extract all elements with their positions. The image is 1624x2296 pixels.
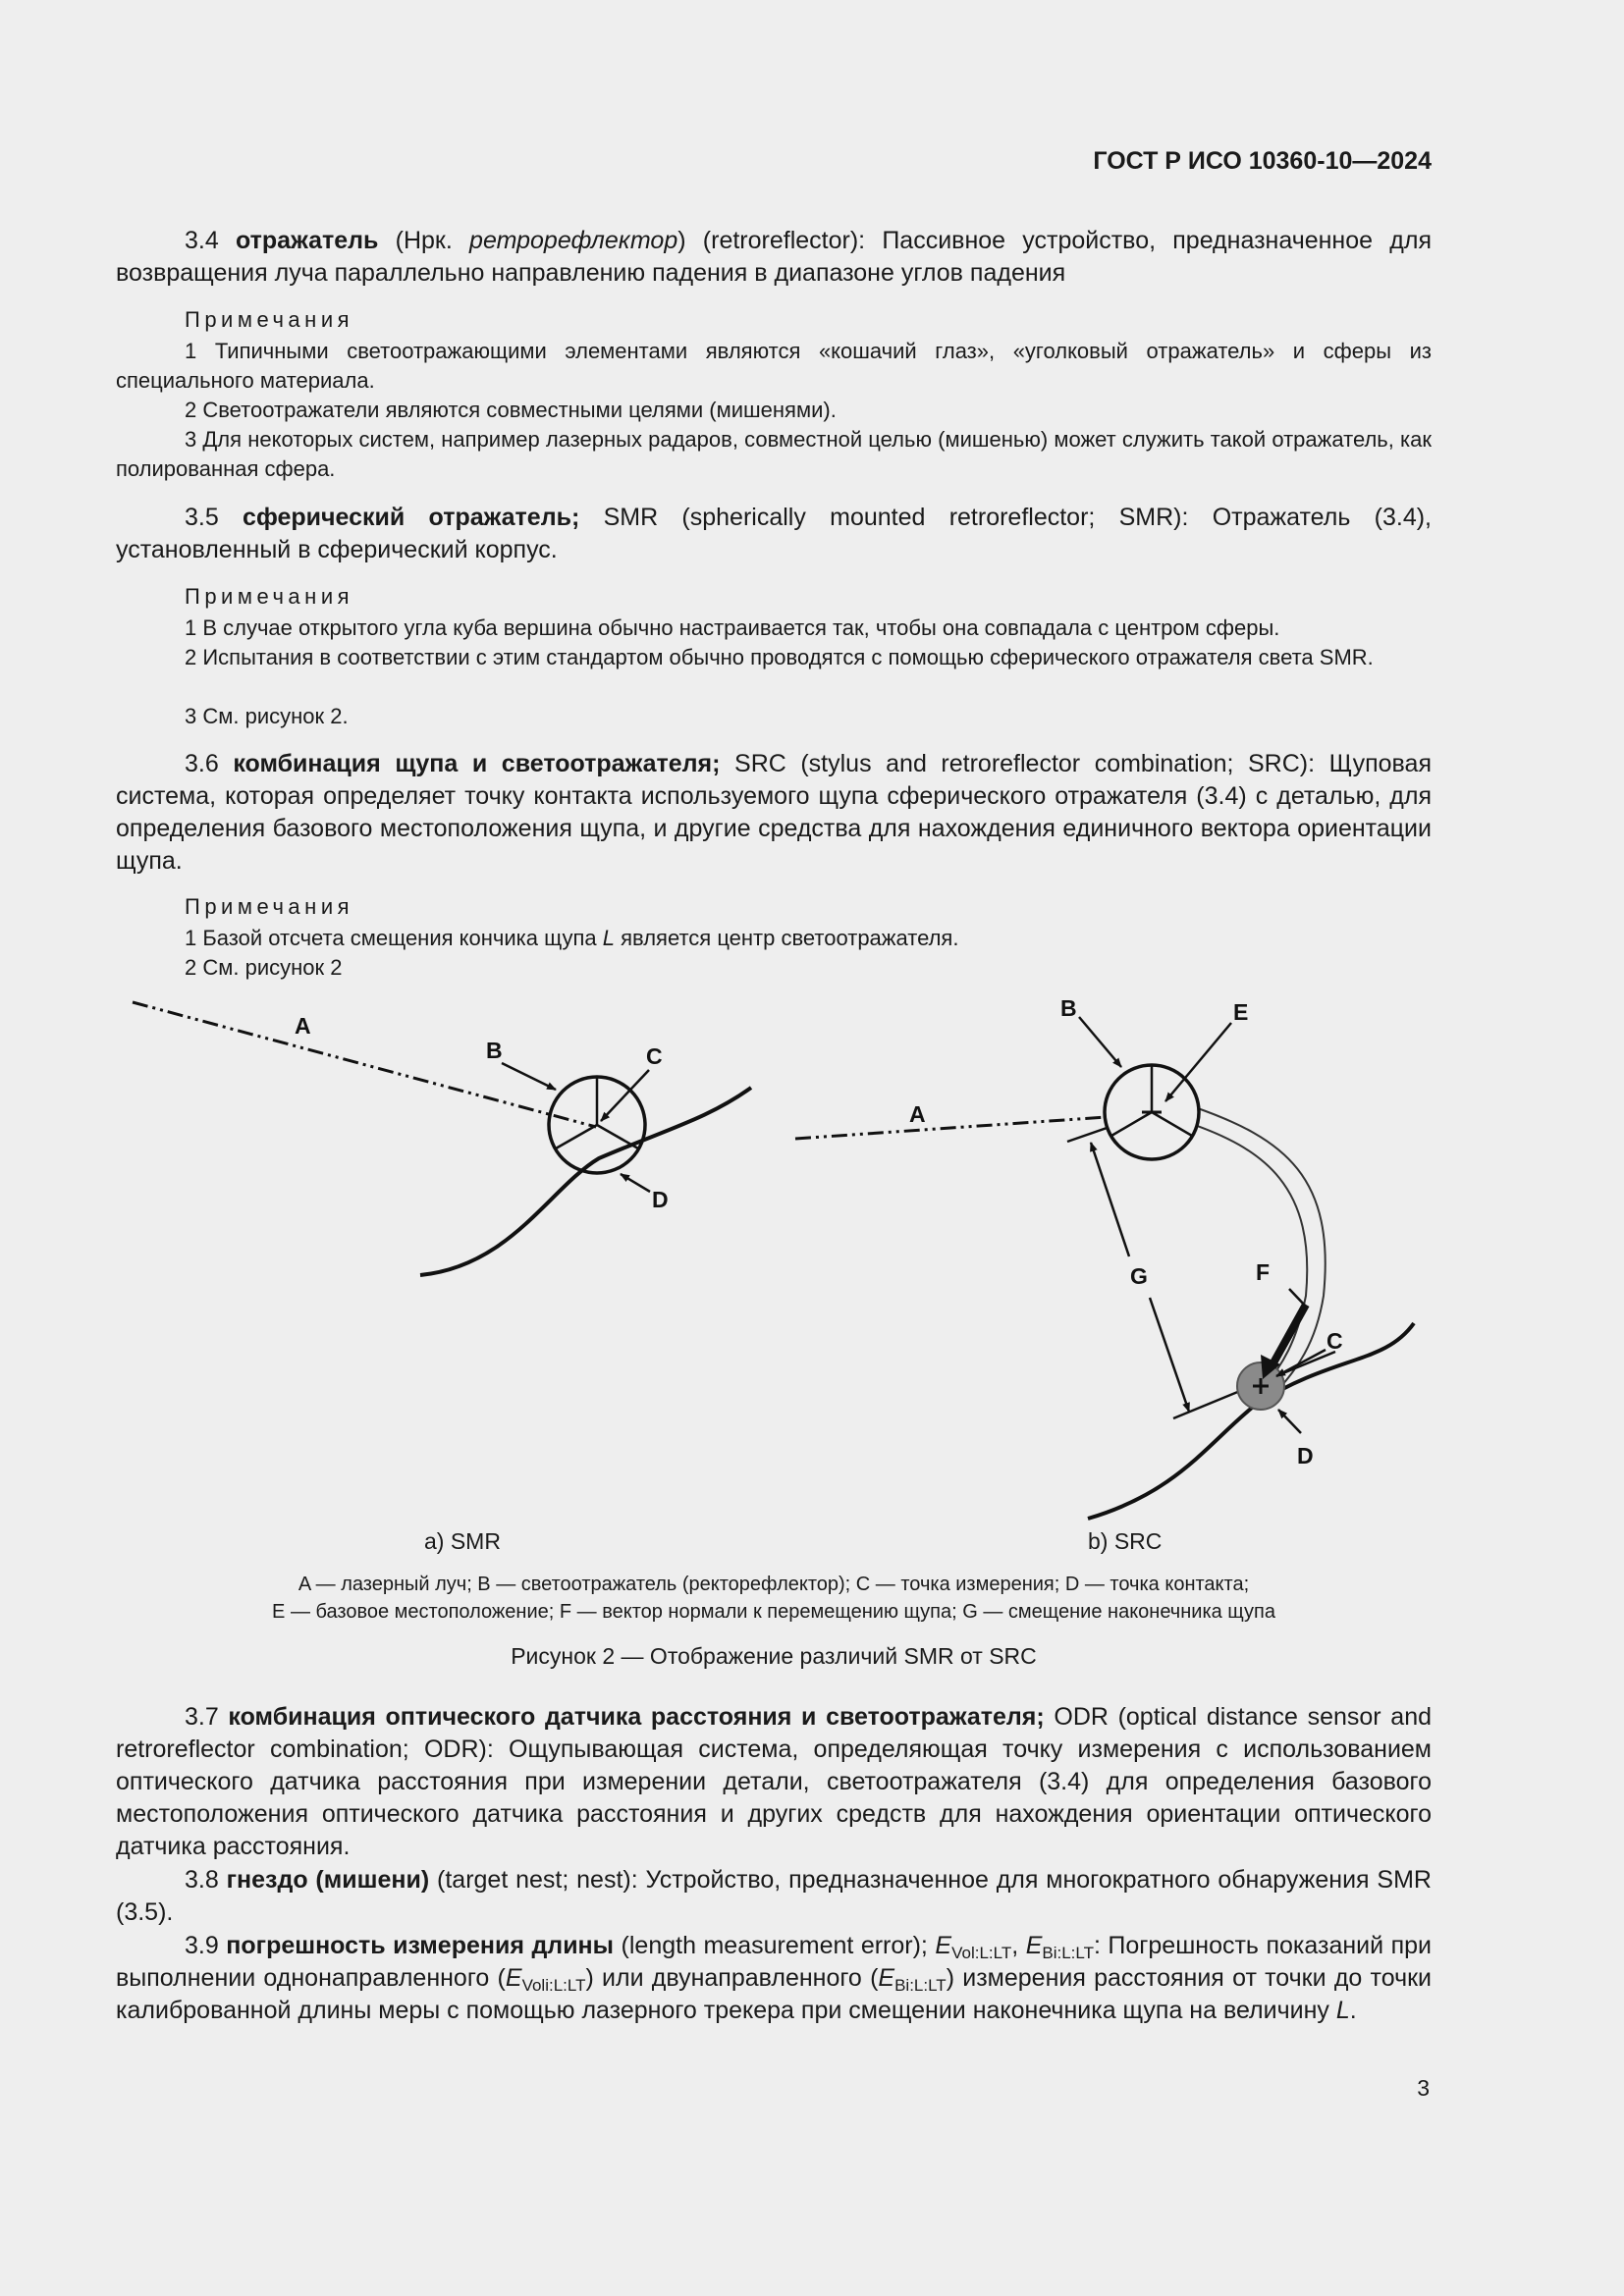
- subscript: Bi:L:LT: [1042, 1944, 1094, 1962]
- label-c: C: [1326, 1328, 1343, 1354]
- subscript: Bi:L:LT: [894, 1976, 947, 1995]
- note: 1 Типичными светоотражающими элементами являются «кошачий глаз», «уголковый отражатель» и сферы из специального материала.: [116, 339, 1432, 393]
- laser-beam-line: [133, 1002, 596, 1127]
- deprecated-term: ретрорефлектор: [469, 227, 678, 254]
- clause-number: 3.5: [185, 504, 219, 531]
- label-c: C: [646, 1043, 663, 1069]
- normal-vector-arrow-shaft: [1272, 1305, 1306, 1366]
- clause-3-7: [116, 1701, 1432, 1863]
- definition-part: (length measurement error);: [621, 1932, 928, 1959]
- note-text: 1 Базой отсчета смещения кончика щупа: [185, 926, 597, 950]
- subscript: Voli:L:LT: [521, 1976, 586, 1995]
- term: комбинация оптического датчика расстояния и светоотражателя;: [228, 1703, 1045, 1731]
- definition: SRC (stylus and retroreflector combination; SRC): Щуповая система, которая определяет точку контакта используемого щупа сферического отражателя (3.4) с деталью, для определения базового местоположения щупа, и другие средства для нахождения единичного вектора ориентации щупа.: [116, 750, 1432, 875]
- part-surface-curve: [1088, 1323, 1414, 1519]
- separator: ,: [1011, 1932, 1019, 1959]
- label-a: A: [909, 1101, 926, 1127]
- note: 1 В случае открытого угла куба вершина обычно настраивается так, чтобы она совпадала с центром сферы.: [185, 615, 1280, 640]
- notes-heading: Примечания: [185, 894, 354, 919]
- note: 3 Для некоторых систем, например лазерных радаров, совместной целью (мишенью) может служить такой отражатель, как полированная сфера.: [116, 427, 1432, 481]
- subcaption-a: a) SMR: [424, 1528, 501, 1554]
- symbol-e: E: [505, 1964, 522, 1992]
- clause-number: 3.8: [185, 1866, 219, 1894]
- subcaption-b: b) SRC: [1088, 1528, 1163, 1554]
- note: 2 Светоотражатели являются совместными целями (мишенями).: [185, 398, 837, 422]
- separator: .: [1349, 1997, 1357, 2024]
- symbol-e: E: [878, 1964, 895, 1992]
- notes-heading: Примечания: [185, 584, 354, 609]
- definition-part: ) измерения расстояния от точки до точки калиброванной длины меры с помощью лазерного трекера при смещении наконечника щупа на величину: [116, 1964, 1432, 2024]
- symbol-e: E: [935, 1932, 952, 1959]
- note: 2 См. рисунок 2: [185, 955, 343, 980]
- definition: (target nest; nest): Устройство, предназначенное для многократного обнаружения SMR (3.5).: [116, 1866, 1432, 1926]
- clause-3-8: [116, 1864, 1432, 1929]
- leader-f: [1289, 1289, 1307, 1308]
- definition-part: : Погрешность показаний при выполнении однонаправленного (: [116, 1932, 1433, 1992]
- clause-number: 3.4: [185, 227, 219, 254]
- label-d: D: [1297, 1443, 1314, 1468]
- leader-d: [1278, 1410, 1301, 1433]
- smr-diagram: [133, 1002, 751, 1275]
- variable: L: [1335, 1997, 1350, 2024]
- part-surface-curve: [420, 1088, 751, 1275]
- leader-e: [1165, 1023, 1231, 1101]
- page-number: 3: [1417, 2075, 1430, 2101]
- legend-line: A — лазерный луч; B — светоотражатель (ректорефлектор); C — точка измерения; D — точка контакта;: [298, 1574, 1250, 1595]
- legend-line: E — базовое местоположение; F — вектор нормали к перемещению щупа; G — смещение наконечника щупа: [272, 1601, 1275, 1623]
- figure-legend: [116, 1571, 1432, 1626]
- clause-3-9: [116, 1930, 1432, 2027]
- clause-number: 3.7: [185, 1703, 219, 1731]
- term: сферический отражатель;: [243, 504, 580, 531]
- clause-number: 3.9: [185, 1932, 219, 1959]
- note: 2 Испытания в соответствии с этим стандартом обычно проводятся с помощью сферического отражателя света SMR.: [185, 645, 1374, 669]
- laser-beam-line: [795, 1114, 1149, 1139]
- leader-d: [621, 1174, 650, 1192]
- standard-header: ГОСТ Р ИСО 10360-10—2024: [1093, 147, 1432, 175]
- subscript: Vol:L:LT: [951, 1944, 1012, 1962]
- term-note-close: ): [677, 227, 686, 254]
- clause-number: 3.6: [185, 750, 219, 777]
- term: погрешность измерения длины: [226, 1932, 615, 1959]
- term: комбинация щупа и светоотражателя;: [233, 750, 721, 777]
- leader-b: [502, 1063, 556, 1090]
- leader-g-lower: [1150, 1298, 1189, 1412]
- symbol-e: E: [1025, 1932, 1043, 1959]
- definition: ODR (optical distance sensor and retroreflector combination; ODR): Ощупывающая система, определяющая точку измерения с использованием оптического датчика расстояния при измерении детали, светоотражателя (3.4) для определения базового местоположения оптического датчика расстояния и других средств для нахождения ориентации оптического датчика расстояния.: [116, 1703, 1432, 1860]
- variable: L: [602, 926, 615, 950]
- note: 3 См. рисунок 2.: [185, 704, 349, 728]
- definition: SMR (spherically mounted retroreflector; SMR): Отражатель (3.4), установленный в сферический корпус.: [116, 504, 1432, 563]
- src-diagram: [795, 995, 1414, 1519]
- notes-heading: Примечания: [185, 307, 354, 332]
- leader-b: [1079, 1017, 1121, 1067]
- label-b: B: [486, 1038, 503, 1063]
- stylus-shaft-outer: [1183, 1121, 1307, 1384]
- label-e: E: [1233, 999, 1249, 1025]
- leader-g-upper: [1091, 1143, 1129, 1256]
- label-g: G: [1130, 1263, 1148, 1289]
- term-note-open: (Нрк.: [395, 227, 453, 254]
- note-text: является центр светоотражателя.: [621, 926, 959, 950]
- label-f: F: [1256, 1259, 1271, 1285]
- definition-part: ) или двунаправленного (: [585, 1964, 879, 1992]
- definition: (retroreflector): Пассивное устройство, предназначенное для возвращения луча параллельно направлению падения в диапазоне углов падения: [116, 227, 1432, 287]
- label-b: B: [1060, 995, 1077, 1021]
- figure-title: Рисунок 2 — Отображение различий SMR от SRC: [511, 1643, 1037, 1669]
- reflector-spoke: [597, 1125, 638, 1148]
- term: гнездо (мишени): [226, 1866, 430, 1894]
- label-d: D: [652, 1187, 669, 1212]
- reflector-spoke: [556, 1125, 597, 1148]
- label-a: A: [295, 1013, 311, 1039]
- term: отражатель: [236, 227, 379, 254]
